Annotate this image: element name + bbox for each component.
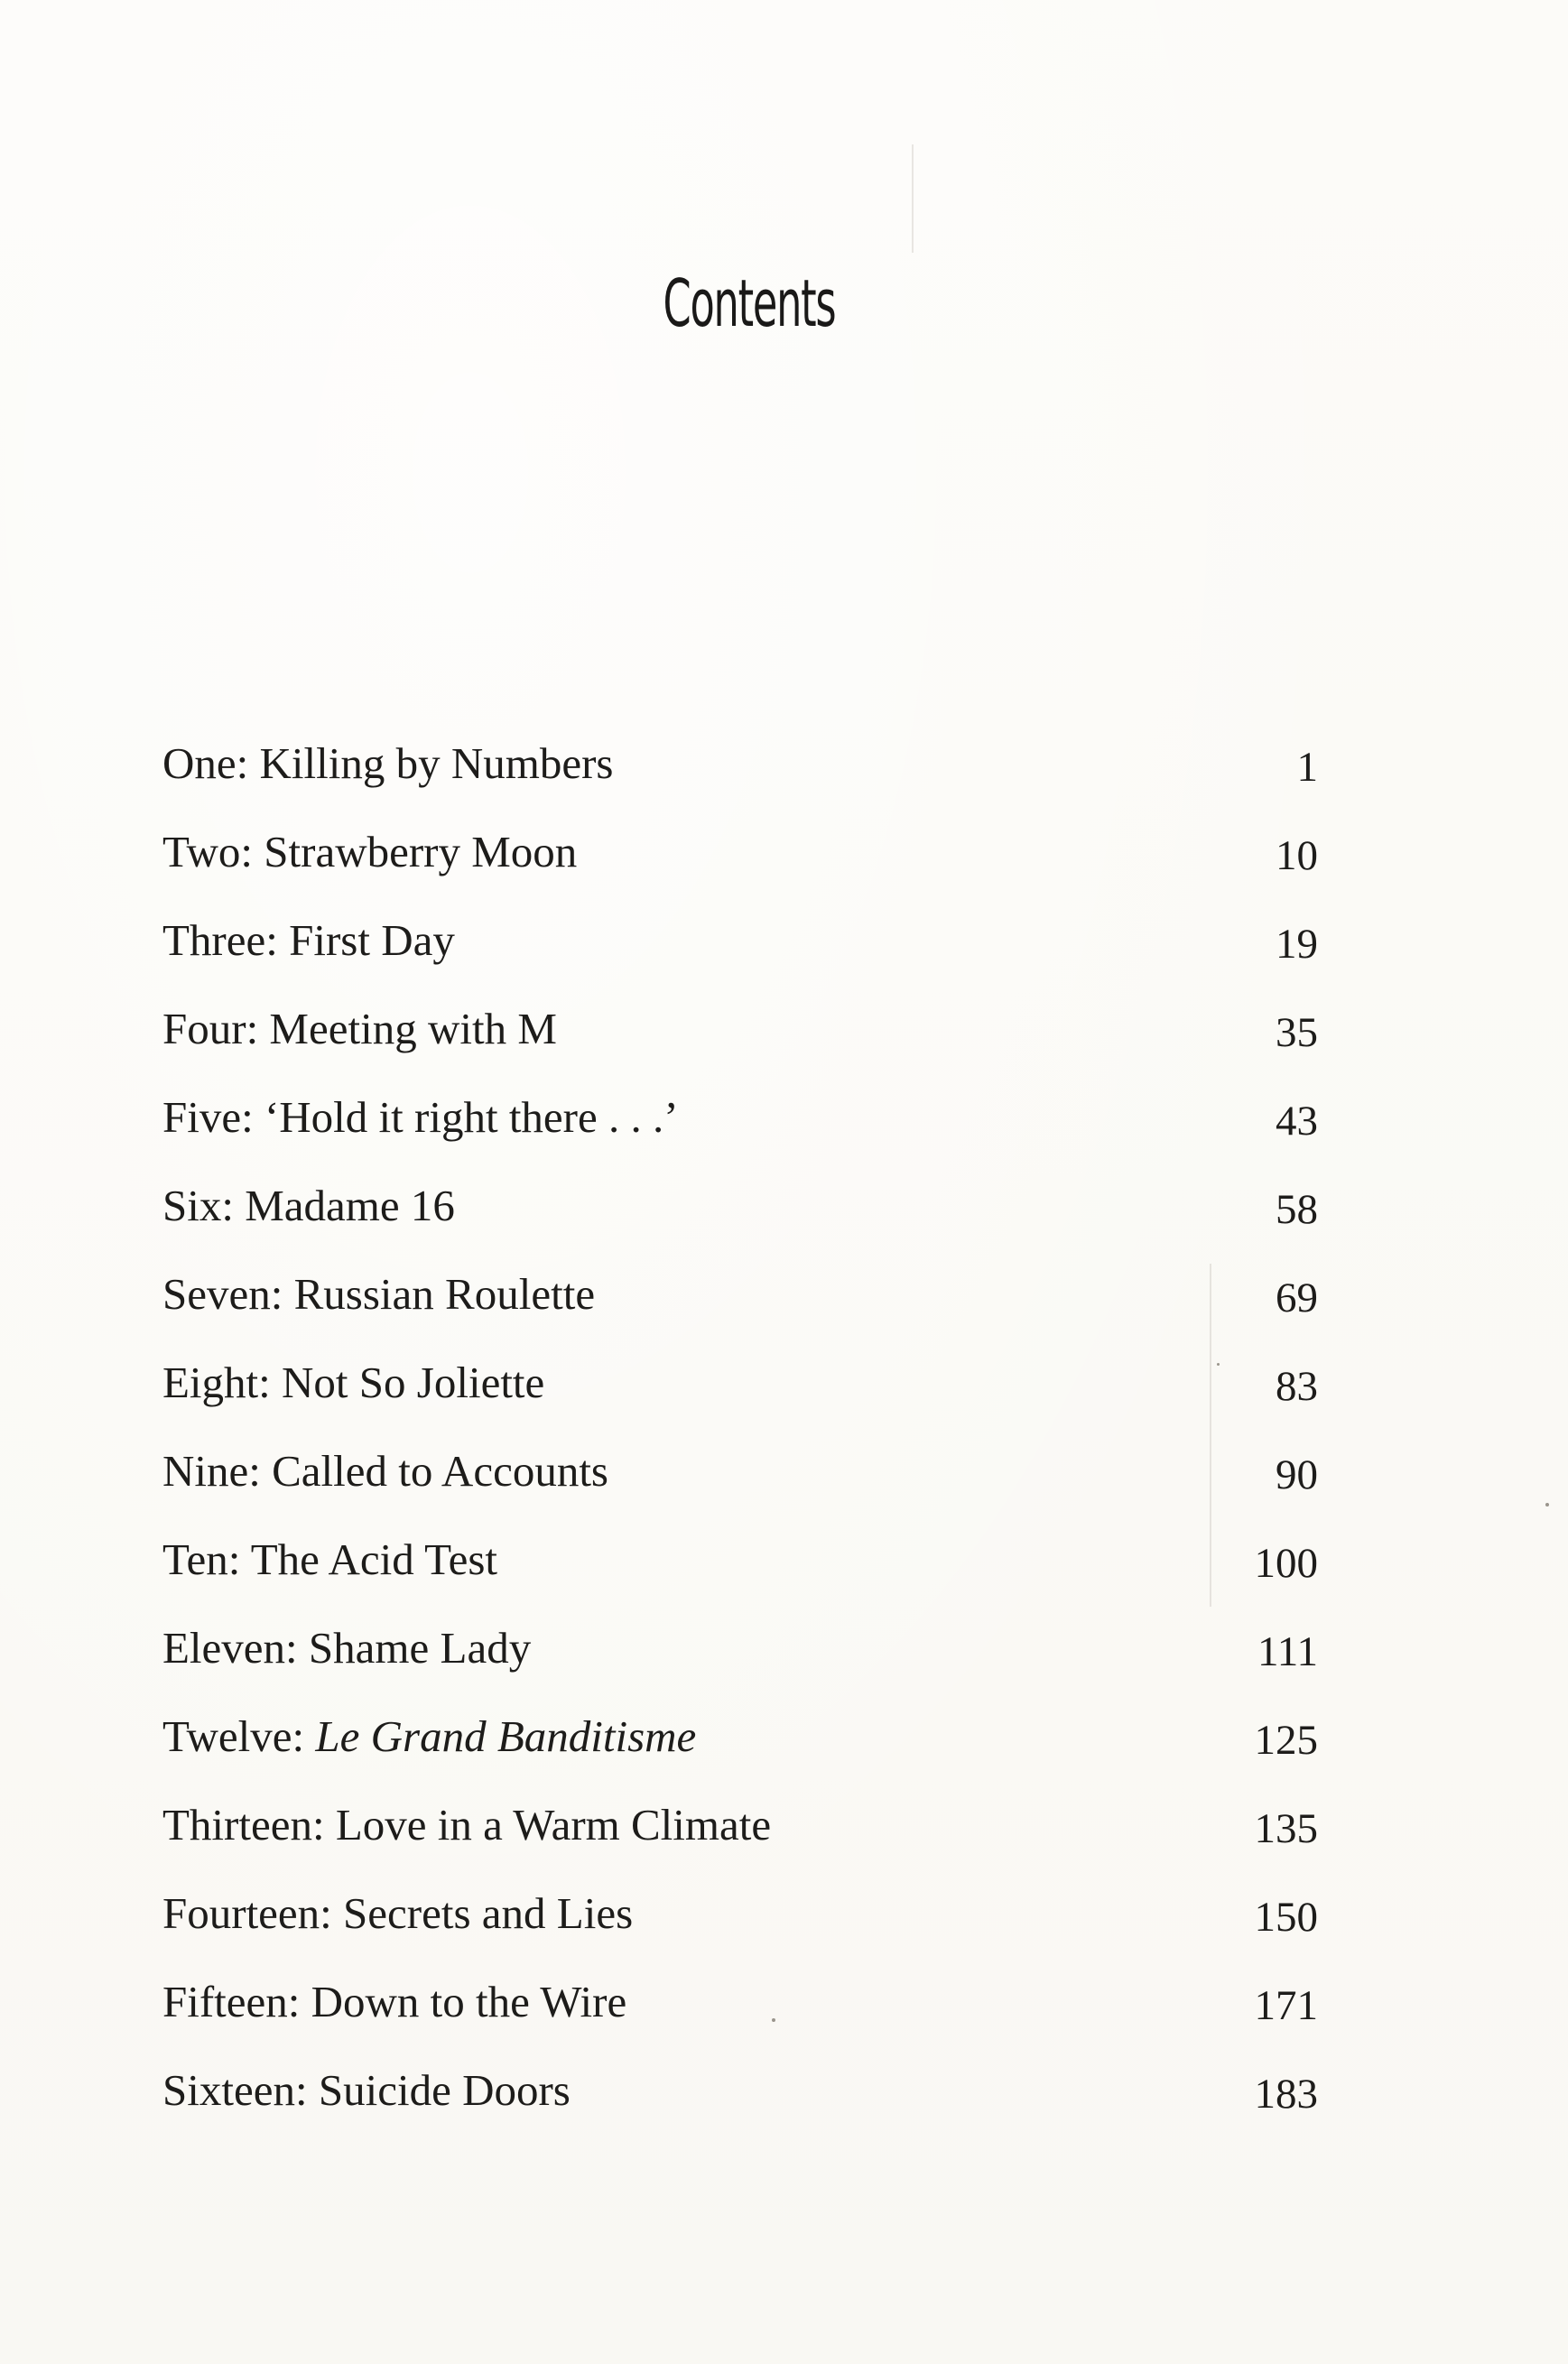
toc-entry-title: Three: First Day (162, 915, 455, 965)
toc-entry-page-number: 58 (1276, 1186, 1318, 1233)
toc-entry (162, 1879, 1318, 1951)
toc-entry-page-number: 125 (1254, 1717, 1318, 1764)
toc-entry-page-number: 100 (1254, 1540, 1318, 1587)
toc-entry-title: Five: ‘Hold it right there . . .’ (162, 1092, 679, 1142)
toc-entry-page-number: 1 (1296, 744, 1318, 791)
toc-entry-page-number: 83 (1276, 1363, 1318, 1410)
toc-entry-page-number: 171 (1254, 1982, 1318, 2029)
toc-entry-title-italic: Le Grand Banditisme (315, 1711, 697, 1761)
toc-entry-page-number: 69 (1276, 1275, 1318, 1321)
toc-entry-page-number: 111 (1257, 1628, 1318, 1675)
toc-entry (162, 1614, 1318, 1686)
toc-entry-title: Two: Strawberry Moon (162, 827, 578, 876)
toc-entry-title: Fifteen: Down to the Wire (162, 1977, 627, 2026)
toc-entry-title: One: Killing by Numbers (162, 738, 614, 788)
toc-entry-title: Nine: Called to Accounts (162, 1446, 608, 1496)
toc-entry (162, 1260, 1318, 1332)
toc-entry-page-number: 10 (1276, 832, 1318, 879)
toc-entry-page-number: 150 (1254, 1894, 1318, 1941)
toc-entry-page-number: 43 (1276, 1098, 1318, 1145)
toc-entry-title: Thirteen: Love in a Warm Climate (162, 1800, 772, 1849)
toc-entry (162, 1968, 1318, 2040)
toc-entry-title: Four: Meeting with M (162, 1004, 557, 1053)
toc-entry (162, 1172, 1318, 1244)
toc-entry-title: Seven: Russian Roulette (162, 1269, 596, 1319)
toc-entry (162, 1791, 1318, 1863)
toc-entry-title: Eleven: Shame Lady (162, 1623, 532, 1673)
toc-entry (162, 1349, 1318, 1421)
toc-entry (162, 906, 1318, 978)
toc-entry (162, 729, 1318, 802)
page-title: Contents (663, 265, 836, 341)
toc-entry-title: Fourteen: Secrets and Lies (162, 1888, 634, 1938)
toc-entry-title-prefix: Twelve: (162, 1711, 316, 1761)
toc-entry (162, 818, 1318, 890)
toc-entry-page-number: 135 (1254, 1805, 1318, 1852)
toc-entry (162, 1437, 1318, 1509)
toc-entry-title (162, 1710, 696, 1764)
toc-entry-page-number: 35 (1276, 1009, 1318, 1056)
toc-entry (162, 1702, 1318, 1775)
toc-entry-title: Ten: The Acid Test (162, 1534, 498, 1584)
toc-entry-title: Sixteen: Suicide Doors (162, 2065, 571, 2115)
toc-entry-page-number: 183 (1254, 2071, 1318, 2118)
toc-entry (162, 995, 1318, 1067)
toc-entry (162, 1083, 1318, 1155)
toc-entry-title: Eight: Not So Joliette (162, 1358, 545, 1407)
toc-entry-title: Six: Madame 16 (162, 1181, 455, 1230)
toc-entry-page-number: 19 (1276, 921, 1318, 968)
toc-entry (162, 1525, 1318, 1598)
toc-entry-page-number: 90 (1276, 1451, 1318, 1498)
toc-entry (162, 2056, 1318, 2128)
